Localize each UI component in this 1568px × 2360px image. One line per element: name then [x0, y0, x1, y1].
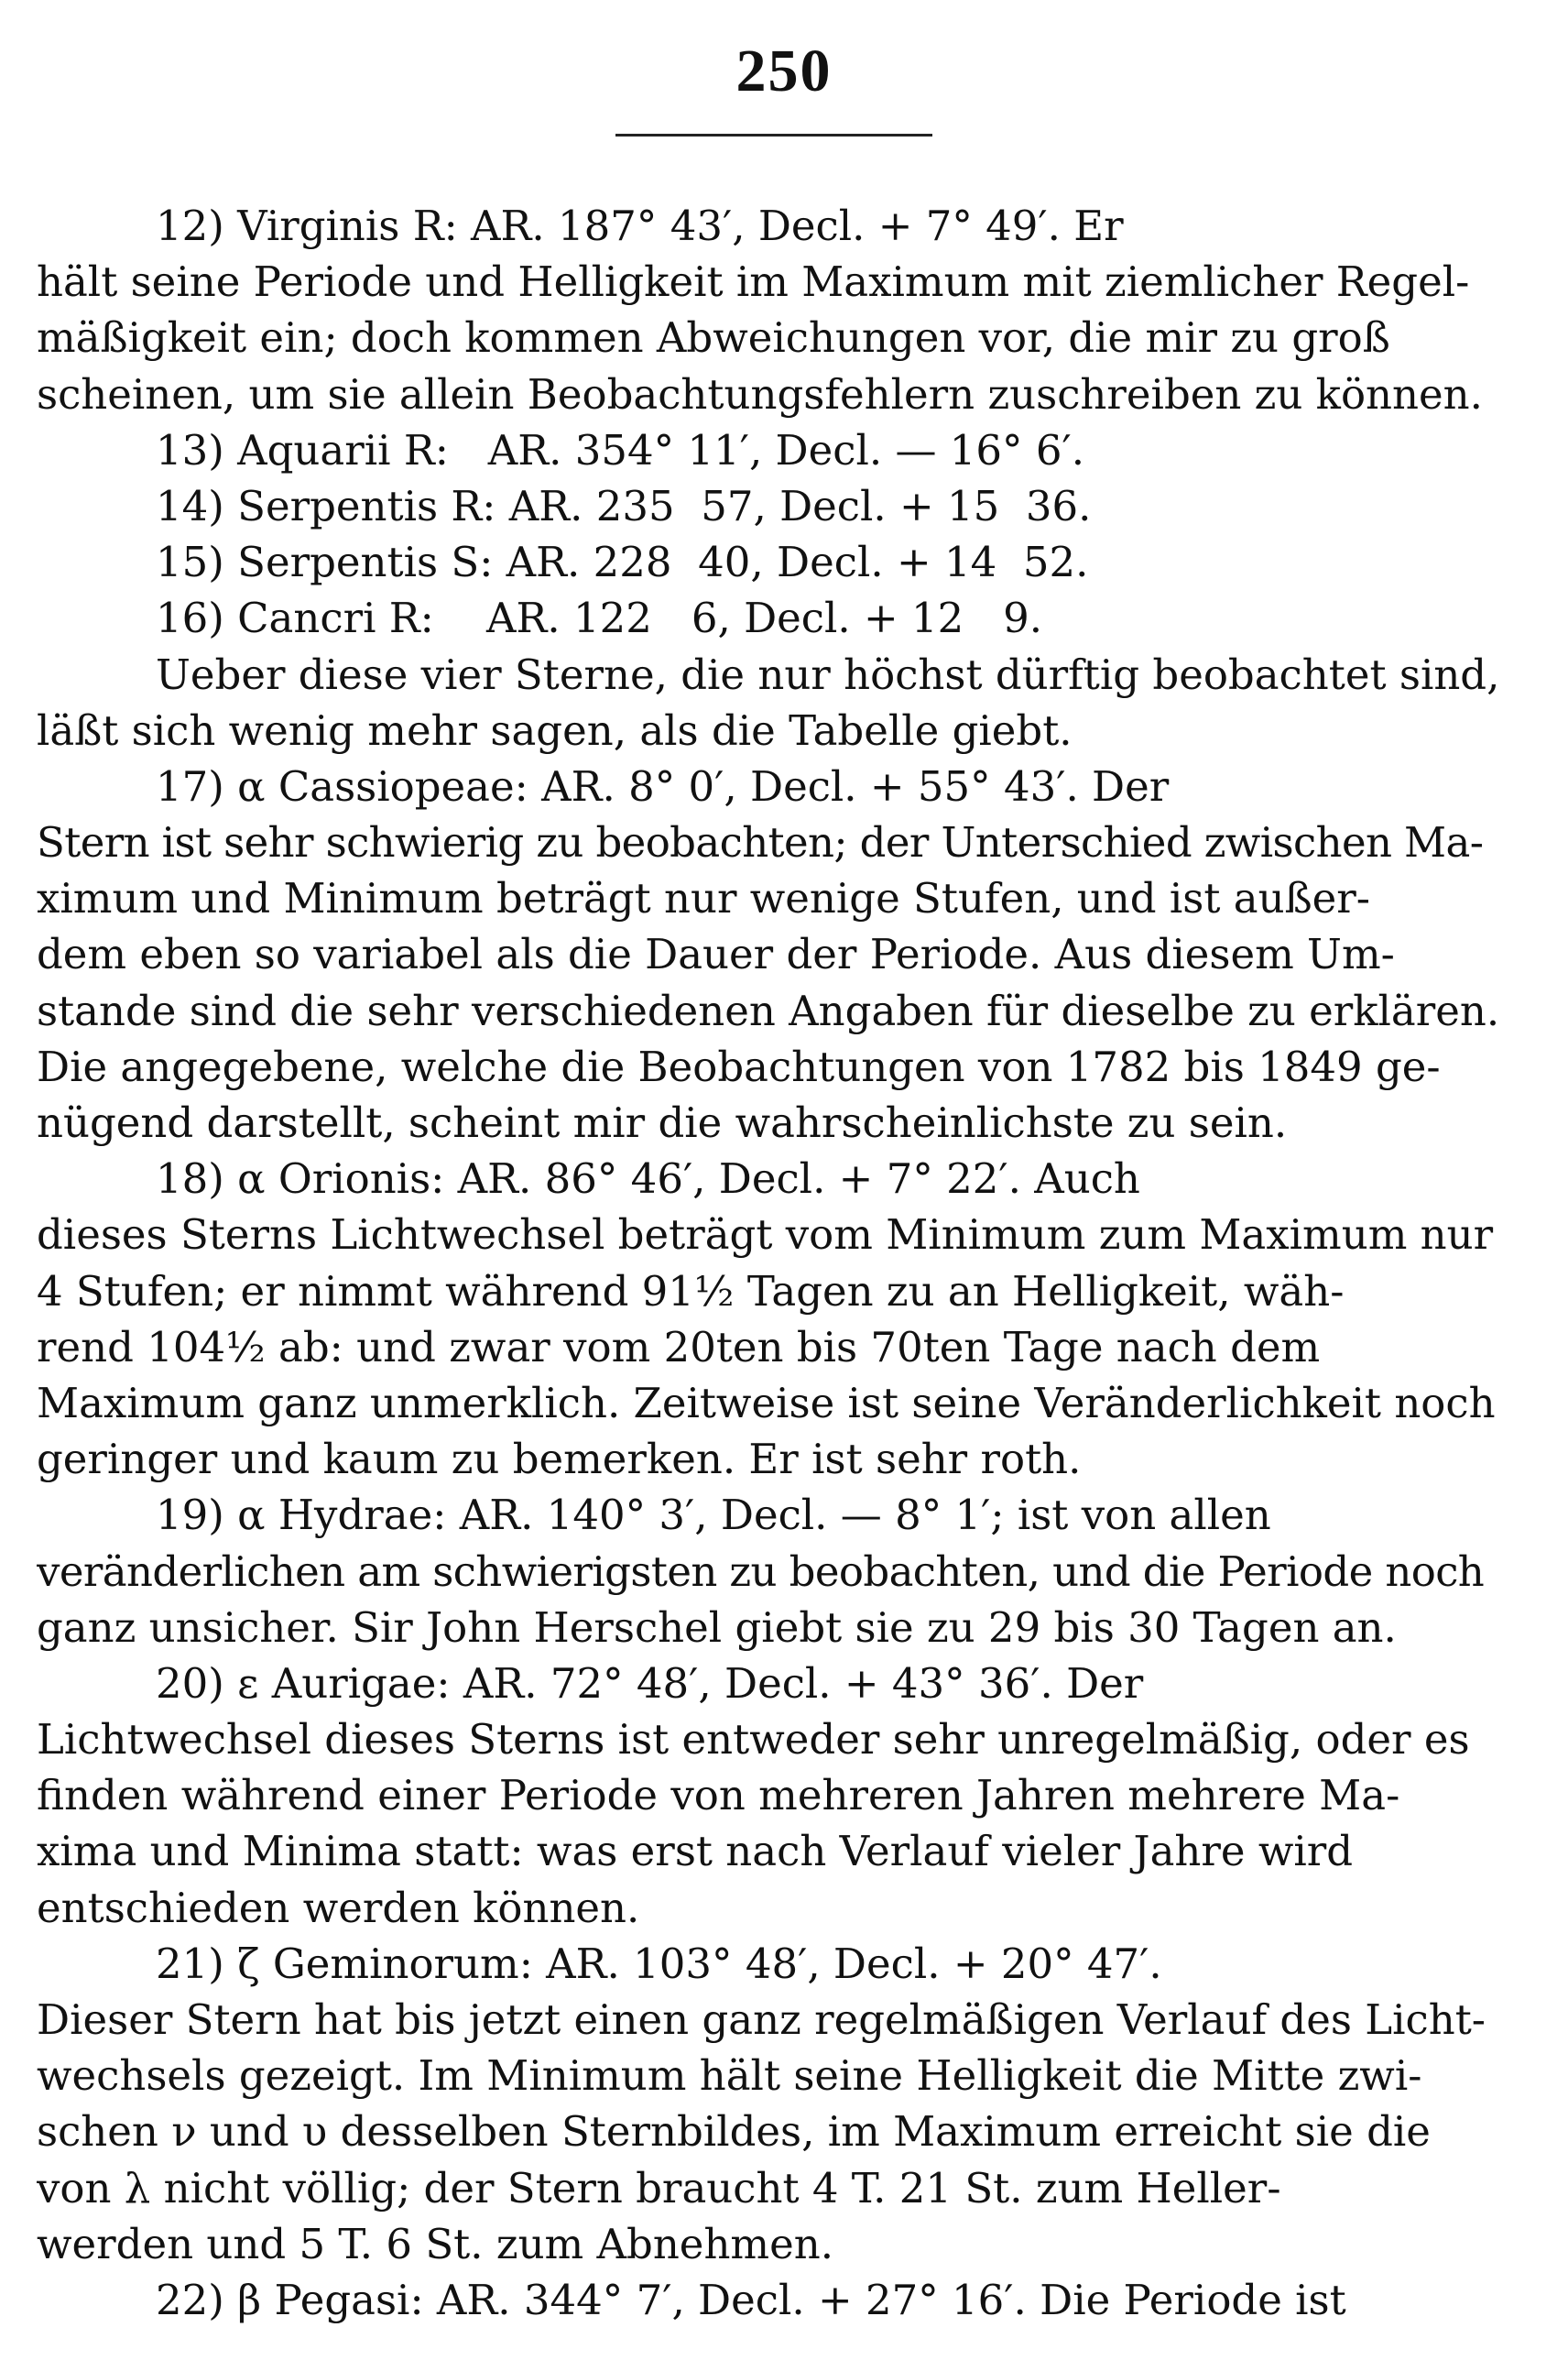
body-text	[37, 198, 1502, 2328]
text-line: Stern ist sehr schwierig zu beobachten; der Unterschied zwischen Ma-	[37, 818, 1484, 868]
text-line: ganz unsicher. Sir John Herschel giebt sie zu 29 bis 30 Tagen an.	[37, 1602, 1397, 1652]
text-line: 15) Serpentis S: AR. 228 40, Decl. + 14 52.	[156, 538, 1089, 587]
text-line: 20) ε Aurigae: AR. 72° 48′, Decl. + 43° 36′. Der	[156, 1658, 1144, 1708]
text-line: 13) Aquarii R: AR. 354° 11′, Decl. — 16° 6′.	[156, 425, 1084, 475]
text-line: rend 104½ ab: und zwar vom 20ten bis 70ten Tage nach dem	[37, 1322, 1321, 1371]
page-number: 250	[735, 38, 833, 104]
text-line: hält seine Periode und Helligkeit im Maximum mit ziemlicher Regel-	[37, 257, 1470, 307]
text-line: Dieser Stern hat bis jetzt einen ganz regelmäßigen Verlauf des Licht-	[37, 1995, 1486, 2044]
text-line: 16) Cancri R: AR. 122 6, Decl. + 12 9.	[156, 594, 1043, 643]
text-line: 22) β Pegasi: AR. 344° 7′, Decl. + 27° 16′. Die Periode ist	[156, 2275, 1346, 2324]
text-line: werden und 5 T. 6 St. zum Abnehmen.	[37, 2219, 834, 2268]
header-rule	[615, 134, 932, 137]
text-line: geringer und kaum zu bemerken. Er ist sehr roth.	[37, 1435, 1082, 1484]
text-line: 21) ζ Geminorum: AR. 103° 48′, Decl. + 20° 47′.	[156, 1939, 1162, 1988]
text-line: 19) α Hydrae: AR. 140° 3′, Decl. — 8° 1′; ist von allen	[156, 1491, 1271, 1540]
text-line: entschieden werden können.	[37, 1883, 640, 1932]
text-line: läßt sich wenig mehr sagen, als die Tabelle giebt.	[37, 705, 1073, 755]
text-line: 4 Stufen; er nimmt während 91½ Tagen zu an Helligkeit, wäh-	[37, 1266, 1345, 1316]
text-line: Maximum ganz unmerklich. Zeitweise ist seine Veränderlichkeit noch	[37, 1378, 1496, 1427]
text-line: stande sind die sehr verschiedenen Angaben für dieselbe zu erklären.	[37, 986, 1500, 1035]
text-line: dieses Sterns Lichtwechsel beträgt vom Minimum zum Maximum nur	[37, 1210, 1494, 1260]
text-line: schen ν und υ desselben Sternbildes, im Maximum erreicht sie die	[37, 2107, 1431, 2157]
text-line: von λ nicht völlig; der Stern braucht 4 T. 21 St. zum Heller-	[37, 2163, 1281, 2212]
text-line: 14) Serpentis R: AR. 235 57, Decl. + 15 36.	[156, 481, 1092, 530]
text-line: scheinen, um sie allein Beobachtungsfehlern zuschreiben zu können.	[37, 369, 1483, 419]
text-line: dem eben so variabel als die Dauer der Periode. Aus diesem Um-	[37, 930, 1395, 979]
text-line: ximum und Minimum beträgt nur wenige Stufen, und ist außer-	[37, 874, 1370, 923]
text-line: veränderlichen am schwierigsten zu beobachten, und die Periode noch	[37, 1546, 1485, 1596]
text-line: 18) α Orionis: AR. 86° 46′, Decl. + 7° 22′. Auch	[156, 1154, 1140, 1204]
text-line: wechsels gezeigt. Im Minimum hält seine Helligkeit die Mitte zwi-	[37, 2051, 1422, 2101]
text-line: 12) Virginis R: AR. 187° 43′, Decl. + 7° 49′. Er	[156, 202, 1124, 250]
text-line: 17) α Cassiopeae: AR. 8° 0′, Decl. + 55° 43′. Der	[156, 761, 1170, 811]
text-line: Ueber diese vier Sterne, die nur höchst dürftig beobachtet sind,	[156, 650, 1500, 699]
text-line: Die angegebene, welche die Beobachtungen von 1782 bis 1849 ge-	[37, 1042, 1441, 1091]
text-line: nügend darstellt, scheint mir die wahrscheinlichste zu sein.	[37, 1098, 1288, 1147]
text-line: finden während einer Periode von mehreren Jahren mehrere Ma-	[37, 1771, 1400, 1820]
text-line: xima und Minima statt: was erst nach Verlauf vieler Jahre wird	[37, 1827, 1354, 1876]
text-line: mäßigkeit ein; doch kommen Abweichungen vor, die mir zu groß	[37, 313, 1390, 363]
text-line: Lichtwechsel dieses Sterns ist entweder sehr unregelmäßig, oder es	[37, 1715, 1470, 1765]
